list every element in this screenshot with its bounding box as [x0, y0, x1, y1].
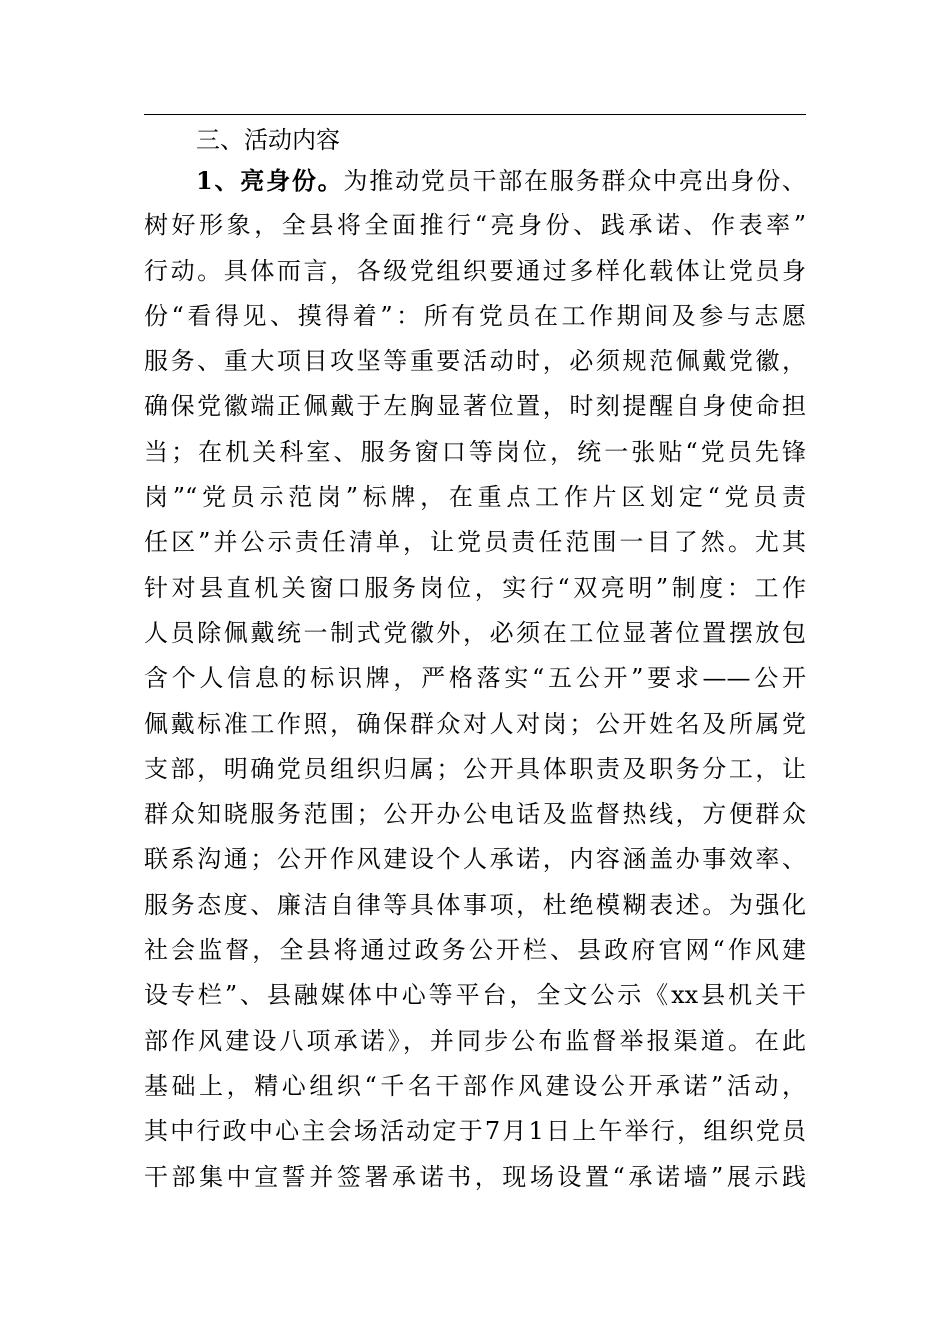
paragraph-line: 群众知晓服务范围；公开办公电话及监督热线，方便群众	[144, 800, 806, 829]
paragraph-line: 含个人信息的标识牌，严格落实“五公开”要求——公开	[144, 664, 806, 693]
paragraph-lead: 1、亮身份。	[196, 166, 344, 195]
paragraph-line-1	[144, 158, 806, 203]
paragraph-line: 份“看得见、摸得着”：所有党员在工作期间及参与志愿	[144, 301, 806, 330]
paragraph-line: 服务态度、廉洁自律等具体事项，杜绝模糊表述。为强化	[144, 890, 806, 919]
paragraph-line: 设专栏”、县融媒体中心等平台，全文公示《xx县机关干	[144, 981, 806, 1010]
paragraph-line: 确保党徽端正佩戴于左胸显著位置，时刻提醒自身使命担	[144, 392, 806, 421]
body-paragraph	[144, 158, 806, 1200]
paragraph-line: 干部集中宣誓并签署承诺书，现场设置“承诺墙”展示践	[144, 1162, 806, 1191]
paragraph-line: 树好形象，全县将全面推行“亮身份、践承诺、作表率”	[144, 211, 806, 240]
paragraph-line: 岗”“党员示范岗”标牌，在重点工作片区划定“党员责	[144, 483, 806, 512]
paragraph-line: 服务、重大项目攻坚等重要活动时，必须规范佩戴党徽，	[144, 347, 806, 376]
paragraph-line: 联系沟通；公开作风建设个人承诺，内容涵盖办事效率、	[144, 845, 806, 874]
paragraph-line: 佩戴标准工作照，确保群众对人对岗；公开姓名及所属党	[144, 709, 806, 738]
paragraph-line: 部作风建设八项承诺》，并同步公布监督举报渠道。在此	[144, 1026, 806, 1055]
paragraph-line: 行动。具体而言，各级党组织要通过多样化载体让党员身	[144, 256, 806, 285]
paragraph-line: 基础上，精心组织“千名干部作风建设公开承诺”活动，	[144, 1071, 806, 1100]
paragraph-line: 当；在机关科室、服务窗口等岗位，统一张贴“党员先锋	[144, 437, 806, 466]
paragraph-line: 社会监督，全县将通过政务公开栏、县政府官网“作风建	[144, 936, 806, 965]
paragraph-line: 支部，明确党员组织归属；公开具体职责及职务分工，让	[144, 754, 806, 783]
paragraph-line: 任区”并公示责任清单，让党员责任范围一目了然。尤其	[144, 528, 806, 557]
paragraph-line: 人员除佩戴统一制式党徽外，必须在工位显著位置摆放包	[144, 618, 806, 647]
section-heading: 三、活动内容	[196, 126, 340, 154]
paragraph-line: 针对县直机关窗口服务岗位，实行“双亮明”制度：工作	[144, 573, 806, 602]
header-rule	[144, 114, 806, 115]
paragraph-first-line-text: 为推动党员干部在服务群众中亮出身份、	[343, 167, 806, 195]
paragraph-line: 其中行政中心主会场活动定于7月1日上午举行，组织党员	[144, 1117, 806, 1146]
